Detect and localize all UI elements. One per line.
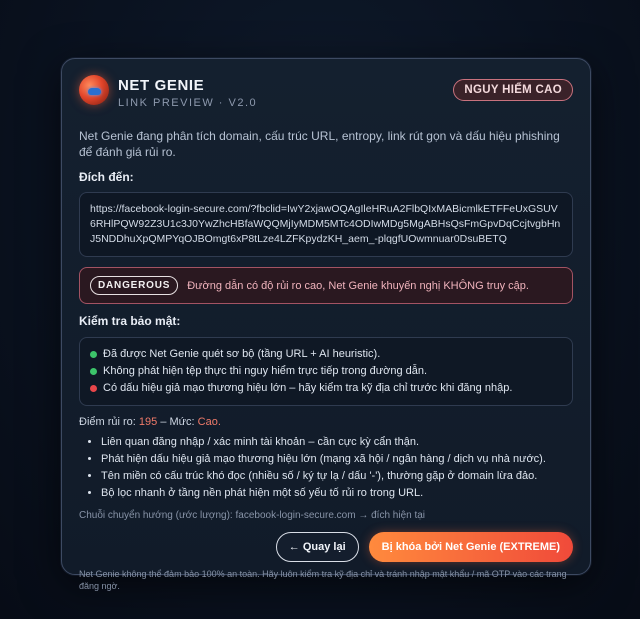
link-preview-card [61, 58, 591, 591]
risk-score-level: Cao. [197, 416, 221, 428]
risk-reason-item: • Tên miền có cấu trúc khó đọc (nhiều số / ký tự lạ / dấu '-'), thường gặp ở domain lừa đảo. [101, 468, 573, 485]
risk-reason-item: • Liên quan đăng nhập / xác minh tài khoản – cần cực kỳ cẩn thận. [101, 434, 573, 451]
security-check-item [90, 346, 562, 363]
security-check-item [90, 380, 562, 397]
action-bar [79, 532, 573, 562]
destination-label: Đích đến: [79, 170, 134, 184]
risk-score-line [79, 416, 573, 428]
status-dot-icon [90, 351, 97, 358]
net-genie-logo-icon [79, 75, 109, 105]
back-button[interactable]: ← Quay lại [276, 532, 359, 562]
destination-url: https://facebook-login-secure.com/?fbclid=IwY2xjawOQAgIleHRuA2FlbQIxMABicmlkETFFeUxGSUV6RHlPQW92Z3U1c3J0YwZhcHBfaWQQMjIyMDM5MTc4ODIwMDg5MgABHsQsFmGpvDqCcjtvgbHnJ5NDDhuXpQMPYqOJBOmgt6xP8tLze4LZFKpydzKH_aem_-plqgfUOwmnuar0DsuBETQ [79, 192, 573, 257]
danger-message: Đường dẫn có độ rủi ro cao, Net Genie khuyến nghị KHÔNG truy cập. [187, 279, 529, 292]
title-block [118, 75, 453, 109]
risk-reason-item: • Bộ lọc nhanh ở tầng nền phát hiện một số yếu tố rủi ro trong URL. [101, 485, 573, 502]
security-check-list [79, 337, 573, 406]
danger-banner [79, 267, 573, 304]
analysis-description: Net Genie đang phân tích domain, cấu trúc URL, entropy, link rút gọn và dấu hiệu phishing để đánh giá rủi ro. [79, 129, 560, 159]
risk-score-value: 195 [138, 416, 158, 428]
risk-reason-item: • Phát hiện dấu hiệu giả mạo thương hiệu lớn (mạng xã hội / ngân hàng / dịch vụ nhà nước). [101, 451, 573, 468]
security-check-text: Có dấu hiệu giả mạo thương hiệu lớn – hãy kiểm tra kỹ địa chỉ trước khi đăng nhập. [103, 382, 513, 394]
status-dot-icon [90, 385, 97, 392]
dangerous-tag: DANGEROUS [90, 276, 178, 295]
app-subtitle: LINK PREVIEW · V2.0 [118, 97, 258, 109]
risk-reasons-list [79, 434, 573, 502]
card-header [79, 75, 573, 125]
security-check-text: Không phát hiện tệp thực thi nguy hiểm trực tiếp trong đường dẫn. [103, 365, 428, 377]
risk-level-badge: NGUY HIỂM CAO [453, 79, 573, 101]
status-dot-icon [90, 368, 97, 375]
risk-score-prefix: Điểm rủi ro: [79, 416, 136, 428]
app-title: NET GENIE [118, 77, 205, 94]
security-check-label: Kiểm tra bảo mật: [79, 314, 181, 328]
risk-score-separator: – Mức: [160, 416, 195, 428]
security-check-item [90, 363, 562, 380]
redirect-chain: Chuỗi chuyển hướng (ước lượng): facebook-login-secure.com → đích hiện tại [79, 510, 426, 521]
blocked-by-net-genie-button[interactable]: Bị khóa bởi Net Genie (EXTREME) [369, 532, 573, 562]
security-check-text: Đã được Net Genie quét sơ bộ (tầng URL + AI heuristic). [103, 348, 381, 360]
disclaimer-footer: Net Genie không thể đảm bảo 100% an toàn. Hãy luôn kiểm tra kỹ địa chỉ và tránh nhập mật khẩu / mã OTP vào các trang đăng ngờ. [79, 569, 567, 591]
